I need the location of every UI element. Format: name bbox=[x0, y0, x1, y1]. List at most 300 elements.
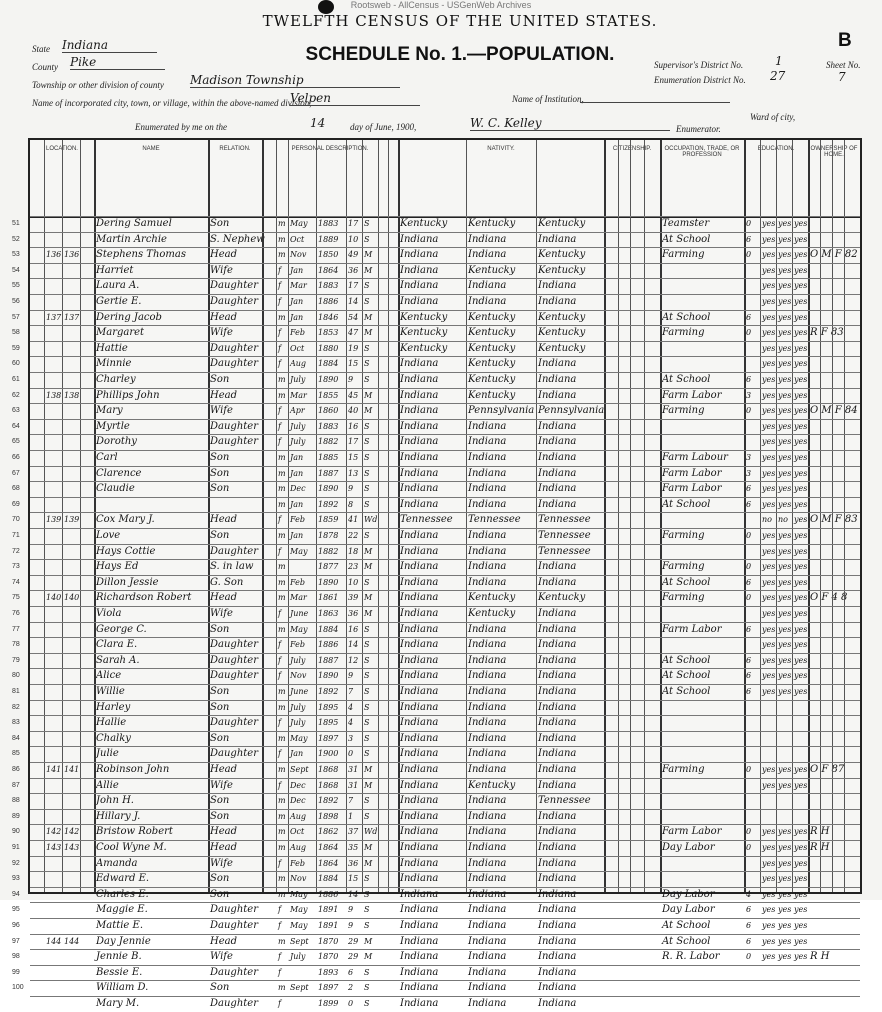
cell-write: yes bbox=[778, 421, 792, 431]
line-number: 76 bbox=[12, 610, 20, 617]
cell-mo: Mar bbox=[290, 281, 307, 291]
cell-fam bbox=[64, 746, 79, 762]
cell-ms: S bbox=[364, 421, 370, 431]
cell-mbp: Indiana bbox=[538, 498, 577, 510]
cell-own bbox=[810, 934, 857, 950]
cell-read: yes bbox=[762, 468, 776, 478]
cell-mbp: Indiana bbox=[538, 358, 577, 370]
cell-age: 7 bbox=[348, 687, 354, 696]
table-row bbox=[12, 746, 860, 762]
cell-cit bbox=[632, 575, 651, 591]
cell-age: 23 bbox=[348, 562, 359, 572]
sheet-label: Sheet No. bbox=[826, 60, 861, 70]
cell-mu bbox=[746, 996, 757, 1012]
cell-read: yes bbox=[762, 827, 776, 837]
population-table bbox=[12, 138, 862, 1009]
cell-write: yes bbox=[778, 780, 792, 790]
cell-fam bbox=[64, 544, 79, 560]
cell-occ bbox=[662, 341, 743, 357]
cell-write: yes bbox=[778, 484, 792, 494]
cell-rel: Head bbox=[210, 514, 238, 526]
cell-name: Cox Mary J. bbox=[96, 514, 155, 526]
cell-read: yes bbox=[762, 484, 776, 494]
cell-write: yes bbox=[778, 375, 792, 384]
table-row bbox=[12, 278, 860, 294]
cell-cit bbox=[632, 637, 651, 653]
cell-own bbox=[810, 653, 857, 669]
line-number: 69 bbox=[12, 500, 20, 508]
township-label: Township or other division of county bbox=[32, 80, 164, 90]
cell-own bbox=[810, 575, 857, 591]
cell-eng: yes bbox=[794, 546, 808, 556]
cell-eng: yes bbox=[794, 765, 808, 774]
cell-yr: 1887 bbox=[318, 655, 339, 665]
cell-mu bbox=[746, 263, 757, 279]
cell-sex: m bbox=[278, 889, 286, 899]
cell-own bbox=[810, 856, 857, 872]
cell-yr: 1846 bbox=[318, 312, 339, 322]
cell-rel: Son bbox=[210, 982, 230, 994]
cell-fbp: Tennessee bbox=[468, 514, 521, 526]
cell-name: Mary M. bbox=[96, 998, 140, 1009]
cell-ms: S bbox=[364, 796, 370, 806]
cell-write: yes bbox=[778, 281, 792, 291]
cell-fam bbox=[64, 232, 79, 248]
schedule-title: SCHEDULE No. 1.—POPULATION. bbox=[305, 44, 615, 65]
cell-mu: 0 bbox=[746, 328, 752, 338]
cell-fbp: Kentucky bbox=[468, 608, 516, 619]
cell-dw bbox=[46, 902, 61, 918]
cell-mu: 3 bbox=[746, 390, 752, 400]
cell-name: Harriet bbox=[96, 264, 134, 276]
cell-name: Laura A. bbox=[96, 280, 140, 292]
cell-own bbox=[810, 606, 857, 622]
table-row bbox=[12, 637, 860, 653]
cell-eng: yes bbox=[794, 936, 808, 946]
cell-cit bbox=[632, 278, 651, 294]
cell-write: yes bbox=[778, 468, 792, 478]
cell-fam: 143 bbox=[64, 843, 80, 852]
cell-read: yes bbox=[762, 562, 776, 572]
cell-eng bbox=[794, 965, 807, 981]
cell-rel: Daughter bbox=[210, 280, 258, 292]
cell-sex: f bbox=[278, 655, 281, 665]
cell-bp: Indiana bbox=[400, 717, 439, 729]
cell-name: Phillips John bbox=[96, 389, 160, 401]
cell-age: 14 bbox=[348, 640, 359, 650]
cell-bp: Indiana bbox=[400, 639, 439, 651]
cell-mo: Jan bbox=[290, 453, 304, 462]
cell-mbp: Indiana bbox=[538, 966, 577, 978]
cell-yr: 1870 bbox=[318, 952, 339, 962]
cell-fbp: Indiana bbox=[468, 420, 507, 432]
cell-fbp: Indiana bbox=[468, 935, 507, 947]
cell-name: Bessie E. bbox=[96, 966, 143, 978]
cell-bp: Indiana bbox=[400, 686, 439, 697]
cell-bp: Indiana bbox=[400, 764, 439, 775]
cell-mo: Dec bbox=[290, 484, 306, 494]
cell-ms: S bbox=[364, 359, 370, 369]
cell-cit bbox=[632, 325, 651, 341]
cell-own bbox=[810, 715, 857, 731]
cell-age: 35 bbox=[348, 843, 359, 852]
cell-mbp: Indiana bbox=[538, 857, 577, 869]
cell-mbp: Indiana bbox=[538, 686, 577, 697]
cell-mo: July bbox=[290, 655, 306, 665]
cell-dw bbox=[46, 544, 61, 560]
township-value: Madison Township bbox=[190, 73, 400, 88]
cell-age: 45 bbox=[348, 390, 359, 400]
cell-read: yes bbox=[762, 328, 776, 338]
cell-yr: 1862 bbox=[318, 827, 339, 837]
cell-bp: Indiana bbox=[400, 545, 439, 557]
cell-occ: Farming bbox=[662, 249, 705, 261]
cell-fbp: Indiana bbox=[468, 498, 507, 510]
cell-write: yes bbox=[778, 921, 792, 930]
cell-own bbox=[810, 684, 857, 700]
cell-fbp: Indiana bbox=[468, 998, 507, 1009]
cell-read: yes bbox=[762, 843, 776, 852]
cell-write: yes bbox=[778, 858, 792, 868]
line-number: 70 bbox=[12, 516, 20, 524]
cell-fam bbox=[64, 528, 79, 544]
cell-ms: Wd bbox=[364, 515, 378, 525]
cell-fam bbox=[64, 778, 79, 794]
line-number: 58 bbox=[12, 329, 20, 337]
cell-dw: 144 bbox=[46, 936, 62, 946]
cell-mo: May bbox=[290, 219, 308, 228]
cell-cit bbox=[632, 934, 651, 950]
cell-fbp: Kentucky bbox=[468, 342, 516, 354]
cell-occ: At School bbox=[662, 670, 711, 682]
cell-eng: yes bbox=[794, 359, 808, 369]
cell-mbp: Indiana bbox=[538, 296, 577, 307]
cell-rel: Son bbox=[210, 374, 230, 385]
cell-mbp: Indiana bbox=[538, 452, 577, 463]
cell-mu: 6 bbox=[746, 234, 752, 244]
enumeration-label: Enumeration District No. bbox=[654, 75, 746, 85]
cell-read: yes bbox=[762, 219, 776, 228]
cell-read: yes bbox=[762, 921, 776, 930]
cell-bp: Indiana bbox=[400, 935, 439, 947]
cell-dw bbox=[46, 746, 61, 762]
cell-ms: S bbox=[364, 577, 370, 587]
cell-own bbox=[810, 887, 857, 903]
cell-mu bbox=[746, 715, 757, 731]
cell-bp: Indiana bbox=[400, 966, 439, 978]
cell-own bbox=[810, 388, 857, 404]
cell-write: yes bbox=[778, 453, 792, 462]
cell-occ bbox=[662, 434, 743, 450]
cell-occ bbox=[662, 871, 743, 887]
line-number: 57 bbox=[12, 313, 20, 321]
cell-sex: m bbox=[278, 765, 286, 774]
cell-occ bbox=[662, 731, 743, 747]
cell-eng: yes bbox=[794, 328, 808, 338]
cell-fbp: Indiana bbox=[468, 545, 507, 557]
cell-mo: Jan bbox=[290, 297, 304, 306]
cell-age: 9 bbox=[348, 905, 354, 915]
cell-mbp: Indiana bbox=[538, 779, 577, 791]
cell-name: William D. bbox=[96, 982, 149, 994]
cell-age: 54 bbox=[348, 312, 359, 322]
cell-sex: m bbox=[278, 624, 286, 634]
cell-bp: Indiana bbox=[400, 779, 439, 791]
cell-dw: 142 bbox=[46, 827, 62, 837]
cell-eng: yes bbox=[794, 281, 808, 291]
cell-fbp: Indiana bbox=[468, 904, 507, 916]
cell-mu: 0 bbox=[746, 843, 752, 852]
cell-mo: Sept bbox=[290, 983, 309, 993]
cell-ms: S bbox=[364, 281, 370, 291]
cell-mu bbox=[746, 793, 757, 809]
cell-mo: May bbox=[290, 921, 308, 930]
cell-eng bbox=[794, 731, 807, 747]
cell-mu: 6 bbox=[746, 905, 752, 915]
cell-dw bbox=[46, 466, 61, 482]
column-group-header: LOCATION. bbox=[46, 146, 78, 152]
cell-mo: May bbox=[290, 624, 308, 634]
cell-read: yes bbox=[762, 858, 776, 868]
cell-dw bbox=[46, 294, 61, 310]
cell-mo: Nov bbox=[290, 250, 307, 260]
cell-name: Charley bbox=[96, 374, 136, 385]
line-number: 63 bbox=[12, 407, 20, 415]
cell-cit bbox=[632, 606, 651, 622]
cell-own bbox=[810, 310, 857, 326]
cell-eng: yes bbox=[794, 952, 808, 962]
cell-mbp: Indiana bbox=[538, 920, 577, 931]
cell-fam bbox=[64, 653, 79, 669]
cell-own: O M F 84 bbox=[810, 405, 858, 417]
cell-write bbox=[778, 996, 791, 1012]
column-group-header: NAME bbox=[142, 146, 160, 152]
cell-yr: 1868 bbox=[318, 765, 339, 774]
cell-cit bbox=[632, 263, 651, 279]
cell-write bbox=[778, 700, 791, 716]
enumerator-label: Enumerator. bbox=[676, 124, 721, 134]
cell-dw bbox=[46, 528, 61, 544]
cell-yr: 1898 bbox=[318, 811, 339, 821]
cell-ms: S bbox=[364, 234, 370, 244]
cell-name: Carl bbox=[96, 452, 118, 463]
cell-mu: 6 bbox=[746, 687, 752, 696]
cell-fam bbox=[64, 372, 79, 388]
cell-fam: 140 bbox=[64, 593, 80, 603]
cell-occ: At School bbox=[662, 576, 711, 588]
cell-read: no bbox=[762, 515, 772, 525]
cell-rel: Son bbox=[210, 467, 230, 479]
cell-fam bbox=[64, 887, 79, 903]
cell-fbp: Kentucky bbox=[468, 592, 516, 604]
cell-mbp: Indiana bbox=[538, 561, 577, 573]
cell-bp: Indiana bbox=[400, 904, 439, 916]
cell-mo: Jan bbox=[290, 312, 304, 322]
cell-ms: M bbox=[364, 780, 373, 790]
cell-read: yes bbox=[762, 343, 776, 353]
cell-bp: Indiana bbox=[400, 561, 439, 573]
cell-mbp: Indiana bbox=[538, 764, 577, 775]
cell-occ: Farm Labor bbox=[662, 483, 722, 495]
cell-age: 31 bbox=[348, 780, 359, 790]
cell-cit bbox=[632, 497, 651, 513]
cell-ms: S bbox=[364, 983, 370, 993]
cell-own bbox=[810, 746, 857, 762]
cell-mo: Aug bbox=[290, 811, 307, 821]
cell-occ: Farm Labour bbox=[662, 452, 728, 463]
cell-mo: Apr bbox=[290, 406, 305, 416]
cell-read: yes bbox=[762, 889, 776, 899]
cell-occ: At School bbox=[662, 654, 711, 666]
cell-cit bbox=[632, 528, 651, 544]
cell-occ bbox=[662, 715, 743, 731]
cell-age: 9 bbox=[348, 921, 354, 930]
cell-dw bbox=[46, 715, 61, 731]
cell-bp: Indiana bbox=[400, 654, 439, 666]
cell-fam bbox=[64, 606, 79, 622]
cell-mo: Feb bbox=[290, 515, 305, 525]
cell-read: yes bbox=[762, 281, 776, 291]
cell-fam: 141 bbox=[64, 765, 80, 774]
watermark-text: Rootsweb - AllCensus - USGenWeb Archives bbox=[350, 0, 532, 10]
cell-name: Jennie B. bbox=[96, 951, 142, 963]
cell-bp: Indiana bbox=[400, 530, 439, 541]
cell-read: yes bbox=[762, 375, 776, 384]
cell-occ: At School bbox=[662, 374, 711, 385]
cell-read: yes bbox=[762, 531, 776, 540]
table-row bbox=[12, 247, 860, 263]
cell-sex: f bbox=[278, 297, 281, 306]
cell-bp: Indiana bbox=[400, 608, 439, 619]
cell-ms: M bbox=[364, 250, 373, 260]
cell-fbp: Indiana bbox=[468, 530, 507, 541]
line-number: 65 bbox=[12, 438, 20, 446]
cell-yr: 1895 bbox=[318, 718, 339, 728]
cell-cit bbox=[632, 668, 651, 684]
cell-sex: m bbox=[278, 484, 286, 494]
cell-eng: yes bbox=[794, 655, 808, 665]
cell-dw bbox=[46, 232, 61, 248]
cell-yr: 1864 bbox=[318, 858, 339, 868]
cell-mu: 6 bbox=[746, 921, 752, 930]
cell-write: yes bbox=[778, 577, 792, 587]
cell-sex: m bbox=[278, 453, 286, 462]
cell-mu: 0 bbox=[746, 562, 752, 572]
cell-age: 8 bbox=[348, 499, 354, 509]
cell-sex: m bbox=[278, 936, 286, 946]
cell-own bbox=[810, 544, 857, 560]
cell-yr: 1891 bbox=[318, 921, 339, 930]
cell-fbp: Kentucky bbox=[468, 311, 516, 323]
cell-eng: yes bbox=[794, 406, 808, 416]
cell-cit bbox=[632, 419, 651, 435]
cell-bp: Indiana bbox=[400, 436, 439, 448]
cell-mu bbox=[746, 356, 757, 372]
cell-read: yes bbox=[762, 655, 776, 665]
cell-write: yes bbox=[778, 609, 792, 618]
cell-fam: 137 bbox=[64, 312, 80, 322]
cell-dw bbox=[46, 575, 61, 591]
cell-fam bbox=[64, 294, 79, 310]
cell-rel: Daughter bbox=[210, 420, 258, 432]
table-row bbox=[12, 824, 860, 840]
cell-fam bbox=[64, 637, 79, 653]
cell-mo: Nov bbox=[290, 874, 307, 884]
cell-cit bbox=[632, 544, 651, 560]
table-row bbox=[12, 840, 860, 856]
cell-eng: yes bbox=[794, 827, 808, 837]
cell-yr: 1868 bbox=[318, 780, 339, 790]
cell-fam: 144 bbox=[64, 936, 80, 946]
column-group-header: CITIZENSHIP. bbox=[612, 146, 652, 152]
cell-fbp: Indiana bbox=[468, 764, 507, 775]
cell-occ: At School bbox=[662, 935, 711, 947]
cell-cit bbox=[632, 434, 651, 450]
enumerated-mid: day of June, 1900, bbox=[350, 122, 417, 132]
cell-read: yes bbox=[762, 359, 776, 369]
cell-bp: Indiana bbox=[400, 623, 439, 635]
cell-fam: 139 bbox=[64, 515, 80, 525]
cell-bp: Indiana bbox=[400, 842, 439, 853]
cell-eng: yes bbox=[794, 593, 808, 603]
cell-name: Viola bbox=[96, 608, 122, 619]
cell-dw bbox=[46, 653, 61, 669]
cell-name: Day Jennie bbox=[96, 935, 151, 947]
cell-write bbox=[778, 793, 791, 809]
cell-read: yes bbox=[762, 499, 776, 509]
cell-rel: Daughter bbox=[210, 966, 258, 978]
cell-eng: yes bbox=[794, 312, 808, 322]
cell-ms: M bbox=[364, 843, 373, 852]
cell-age: 15 bbox=[348, 874, 359, 884]
table-row bbox=[12, 778, 860, 794]
cell-read: yes bbox=[762, 609, 776, 618]
cell-rel: Son bbox=[210, 530, 230, 541]
cell-cit bbox=[632, 840, 651, 856]
cell-mbp: Indiana bbox=[538, 904, 577, 916]
cell-mu bbox=[746, 637, 757, 653]
cell-mbp: Indiana bbox=[538, 888, 577, 900]
cell-yr: 1853 bbox=[318, 328, 339, 338]
cell-age: 14 bbox=[348, 889, 359, 899]
cell-name: Willie bbox=[96, 686, 125, 697]
cell-eng: yes bbox=[794, 780, 808, 790]
cell-cit bbox=[632, 887, 651, 903]
cell-rel: Son bbox=[210, 873, 230, 885]
cell-bp: Indiana bbox=[400, 748, 439, 760]
cell-mu bbox=[746, 294, 757, 310]
cell-fam bbox=[64, 871, 79, 887]
cell-bp: Indiana bbox=[400, 420, 439, 432]
cell-dw bbox=[46, 497, 61, 513]
line-number: 60 bbox=[12, 360, 20, 368]
cell-yr: 1883 bbox=[318, 281, 339, 291]
cell-write: yes bbox=[778, 905, 792, 915]
cell-mu bbox=[746, 778, 757, 794]
cell-own bbox=[810, 419, 857, 435]
cell-cit bbox=[632, 778, 651, 794]
cell-bp: Kentucky bbox=[400, 327, 448, 339]
cell-ms: S bbox=[364, 811, 370, 821]
cell-rel: Head bbox=[210, 826, 238, 838]
cell-age: 36 bbox=[348, 609, 359, 618]
cell-rel: Son bbox=[210, 623, 230, 635]
cell-rel: Son bbox=[210, 452, 230, 463]
table-row bbox=[12, 575, 860, 591]
cell-bp: Indiana bbox=[400, 701, 439, 713]
cell-sex: f bbox=[278, 921, 281, 930]
cell-yr: 1886 bbox=[318, 889, 339, 899]
